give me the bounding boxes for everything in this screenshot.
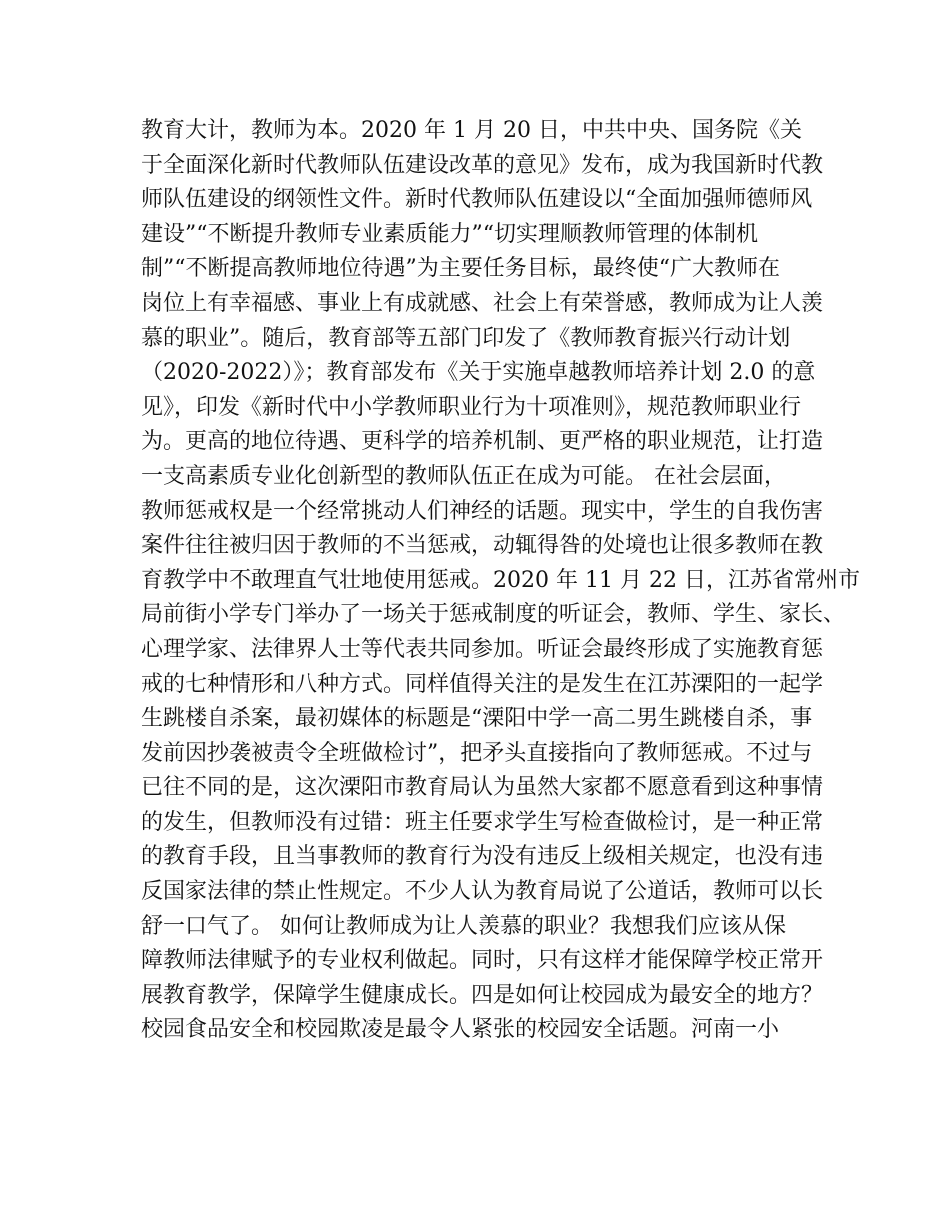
- text-line: 的教育手段，且当事教师的教育行为没有违反上级相关规定，也没有违: [141, 844, 824, 870]
- text-line: 已往不同的是，这次溧阳市教育局认为虽然大家都不愿意看到这种事情: [141, 775, 824, 801]
- text-line: 见》，印发《新时代中小学教师职业行为十项准则》，规范教师职业行: [141, 394, 802, 420]
- text-line: 建设”“不断提升教师专业素质能力”“切实理顺教师管理的体制机: [141, 221, 758, 247]
- text-line: 育教学中不敢理直气壮地使用惩戒。2020 年 11 月 22 日，江苏省常州市: [141, 567, 860, 593]
- text-line: 制”“不断提高教师地位待遇”为主要任务目标，最终使“广大教师在: [141, 256, 780, 282]
- text-line: 反国家法律的禁止性规定。不少人认为教育局说了公道话，教师可以长: [141, 879, 824, 905]
- text-line: 于全面深化新时代教师队伍建设改革的意见》发布，成为我国新时代教: [141, 152, 824, 178]
- text-line: 为。更高的地位待遇、更科学的培养机制、更严格的职业规范，让打造: [141, 429, 824, 455]
- text-line: 舒一口气了。 如何让教师成为让人羡慕的职业？我想我们应该从保: [141, 913, 786, 939]
- text-line: 局前街小学专门举办了一场关于惩戒制度的听证会，教师、学生、家长、: [141, 602, 846, 628]
- text-line: 教师惩戒权是一个经常挑动人们神经的话题。现实中，学生的自我伤害: [141, 498, 824, 524]
- text-line: 岗位上有幸福感、事业上有成就感、社会上有荣誉感，教师成为让人羡: [141, 290, 824, 316]
- text-line: 慕的职业”。随后，教育部等五部门印发了《教师教育振兴行动计划: [141, 325, 791, 351]
- body-text: [141, 114, 860, 1048]
- text-line: 戒的七种情形和八种方式。同样值得关注的是发生在江苏溧阳的一起学: [141, 671, 824, 697]
- text-line: 心理学家、法律界人士等代表共同参加。听证会最终形成了实施教育惩: [141, 636, 824, 662]
- text-line: 校园食品安全和校园欺凌是最令人紧张的校园安全话题。河南一小: [141, 1017, 780, 1043]
- text-line: 生跳楼自杀案，最初媒体的标题是“溧阳中学一高二男生跳楼自杀，事: [141, 706, 813, 732]
- text-line: （2020-2022）》；教育部发布《关于实施卓越教师培养计划 2.0 的意: [141, 360, 816, 386]
- text-line: 的发生，但教师没有过错：班主任要求学生写检查做检讨，是一种正常: [141, 809, 824, 835]
- text-line: 障教师法律赋予的专业权利做起。同时，只有这样才能保障学校正常开: [141, 948, 824, 974]
- text-line: 一支高素质专业化创新型的教师队伍正在成为可能。 在社会层面，: [141, 463, 786, 489]
- text-line: 教育大计，教师为本。2020 年 1 月 20 日，中共中央、国务院《关: [141, 118, 802, 143]
- text-line: 案件往往被归因于教师的不当惩戒，动辄得咎的处境也让很多教师在教: [141, 533, 824, 559]
- text-line: 展教育教学，保障学生健康成长。四是如何让校园成为最安全的地方？: [141, 982, 824, 1008]
- text-line: 师队伍建设的纲领性文件。新时代教师队伍建设以“全面加强师德师风: [141, 187, 813, 213]
- text-line: 发前因抄袭被责令全班做检讨”，把矛头直接指向了教师惩戒。不过与: [141, 740, 813, 766]
